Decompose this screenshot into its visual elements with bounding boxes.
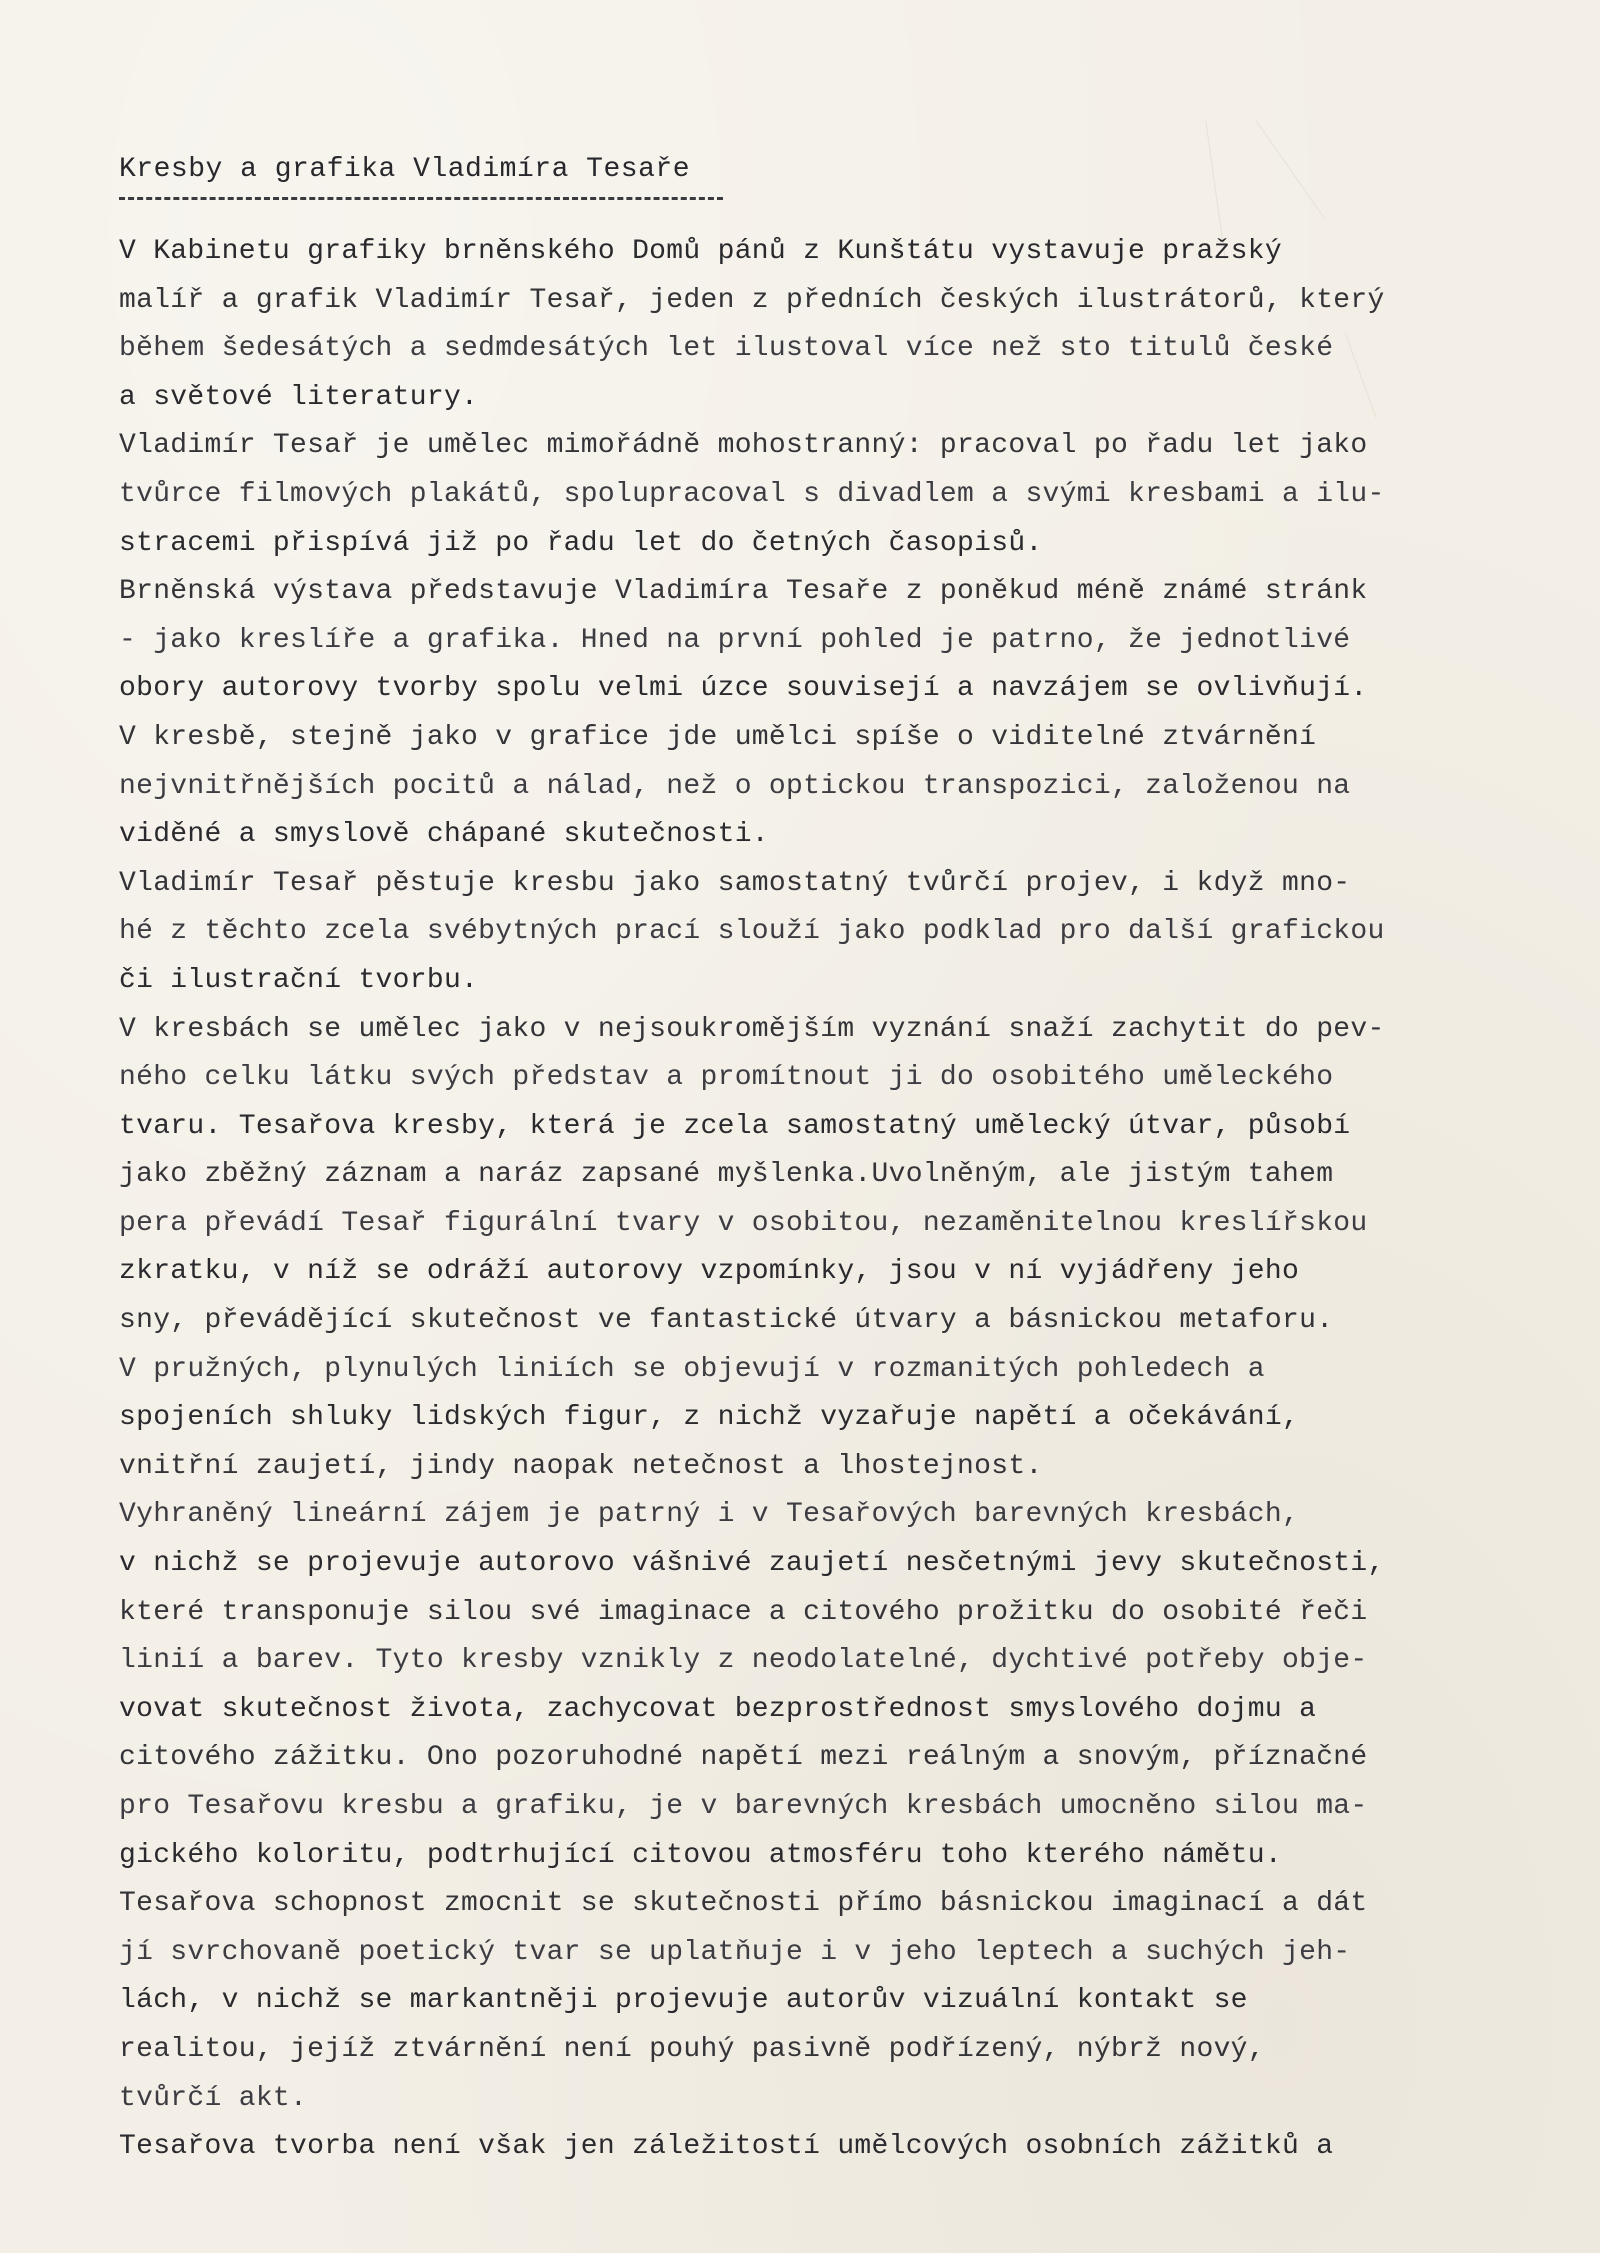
text-line: spojeních shluky lidských figur, z nichž vyzařuje napětí a očekávání, <box>119 1402 1300 1434</box>
text-line: Vladimír Tesař pěstuje kresbu jako samostatný tvůrčí projev, i když mno- <box>119 867 1351 899</box>
text-line: během šedesátých a sedmdesátých let ilustoval více než sto titulů české <box>119 333 1334 365</box>
text-line: gického koloritu, podtrhující citovou atmosféru toho kterého námětu. <box>119 1839 1282 1871</box>
text-line: vnitřní zaujetí, jindy naopak netečnost a lhostejnost. <box>119 1450 1043 1482</box>
text-line: ného celku látku svých představ a promítnout ji do osobitého uměleckého <box>119 1062 1334 1094</box>
text-line: či ilustrační tvorbu. <box>119 964 479 996</box>
document-title: Kresby a grafika Vladimíra Tesaře <box>119 154 690 185</box>
text-line: V kresbách se umělec jako v nejsoukromějším vyznání snaží zachytit do pev- <box>119 1013 1385 1045</box>
text-line: lách, v nichž se markantněji projevuje autorův vizuální kontakt se <box>119 1985 1248 2017</box>
text-line: které transponuje silou své imaginace a citového prožitku do osobité řeči <box>119 1596 1368 1628</box>
text-line: Vladimír Tesař je umělec mimořádně mohostranný: pracoval po řadu let jako <box>119 430 1368 462</box>
document-body <box>119 228 1579 2172</box>
text-line: realitou, jejíž ztvárnění není pouhý pasivně podřízený, nýbrž nový, <box>119 2033 1265 2065</box>
text-line: malíř a grafik Vladimír Tesař, jeden z předních českých ilustrátorů, který <box>119 284 1385 316</box>
text-line: sny, převádějící skutečnost ve fantastické útvary a básnickou metaforu. <box>119 1305 1334 1337</box>
text-line: - jako kreslíře a grafika. Hned na první pohled je patrno, že jednotlivé <box>119 624 1351 656</box>
text-line: jako zběžný záznam a naráz zapsané myšlenka.Uvolněným, ale jistým tahem <box>119 1159 1334 1191</box>
text-line: Tesařova tvorba není však jen záležitostí umělcových osobních zážitků a <box>119 2131 1334 2163</box>
text-line: V pružných, plynulých liniích se objevují v rozmanitých pohledech a <box>119 1353 1265 1385</box>
text-line: pro Tesařovu kresbu a grafiku, je v barevných kresbách umocněno silou ma- <box>119 1791 1368 1822</box>
text-line: Tesařova schopnost zmocnit se skutečnosti přímo básnickou imaginací a dát <box>119 1888 1368 1920</box>
text-line: linií a barev. Tyto kresby vznikly z neodolatelné, dychtivé potřeby obje- <box>119 1645 1368 1677</box>
text-line: tvůrčí akt. <box>119 2082 308 2114</box>
text-line: jí svrchovaně poetický tvar se uplatňuje i v jeho leptech a suchých jeh- <box>119 1936 1351 1968</box>
text-line: tvaru. Tesařova kresby, která je zcela samostatný umělecký útvar, působí <box>119 1110 1351 1142</box>
text-line: v nichž se projevuje autorovo vášnivé zaujetí nesčetnými jevy skutečnosti, <box>119 1548 1385 1580</box>
text-line: viděné a smyslově chápané skutečnosti. <box>119 819 769 851</box>
text-line: pera převádí Tesař figurální tvary v osobitou, nezaměnitelnou kreslířskou <box>119 1207 1368 1239</box>
text-line: nejvnitřnějších pocitů a nálad, než o optickou transpozici, založenou na <box>119 770 1351 802</box>
text-line: vovat skutečnost života, zachycovat bezprostřednost smyslového dojmu a <box>119 1693 1317 1725</box>
text-line: Brněnská výstava představuje Vladimíra Tesaře z poněkud méně známé stránk <box>119 576 1368 608</box>
text-line: stracemi přispívá již po řadu let do četných časopisů. <box>119 527 1043 559</box>
text-line: hé z těchto zcela svébytných prací slouží jako podklad pro další grafickou <box>119 916 1385 948</box>
text-line: zkratku, v níž se odráží autorovy vzpomínky, jsou v ní vyjádřeny jeho <box>119 1256 1300 1288</box>
text-line: Vyhraněný lineární zájem je patrný i v Tesařových barevných kresbách, <box>119 1499 1300 1531</box>
paper-crease <box>1256 121 1326 220</box>
text-line: a světové literatury. <box>119 381 479 413</box>
text-line: V Kabinetu grafiky brněnského Domů pánů z Kunštátu vystavuje pražský <box>119 236 1282 267</box>
text-line: obory autorovy tvorby spolu velmi úzce souvisejí a navzájem se ovlivňují. <box>119 673 1368 705</box>
title-underline <box>119 197 723 200</box>
text-line: V kresbě, stejně jako v grafice jde umělci spíše o viditelné ztvárnění <box>119 721 1317 753</box>
text-line: tvůrce filmových plakátů, spolupracoval s divadlem a svými kresbami a ilu- <box>119 478 1385 510</box>
text-line: citového zážitku. Ono pozoruhodné napětí mezi reálným a snovým, příznačné <box>119 1742 1368 1774</box>
